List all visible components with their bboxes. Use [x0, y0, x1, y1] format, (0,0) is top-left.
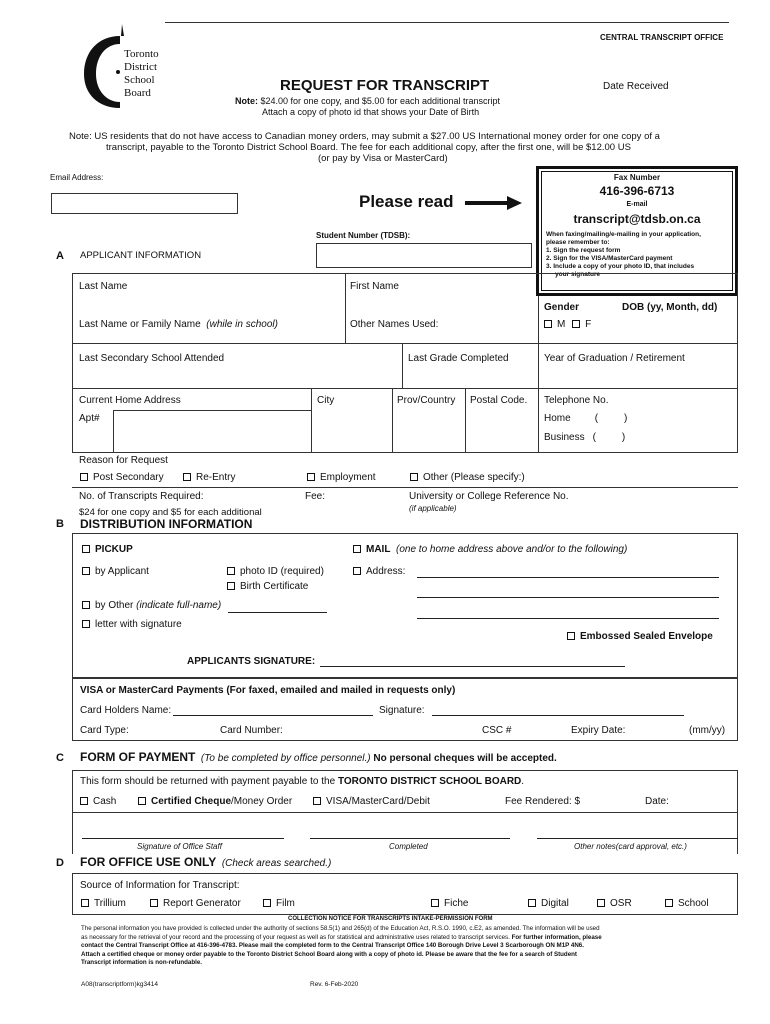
mail-checkbox[interactable]	[353, 545, 361, 553]
post-secondary-text: Post Secondary	[93, 472, 164, 483]
instr-1: 1. Sign the request form	[546, 247, 621, 254]
last-name-label: Last Name	[79, 281, 128, 292]
by-other-note: (indicate full-name)	[136, 600, 222, 611]
divider	[72, 343, 738, 344]
report-gen-checkbox[interactable]	[150, 899, 158, 907]
last-school-label: Last Secondary School Attended	[79, 353, 225, 364]
no-cheques: No personal cheques will be accepted.	[373, 753, 557, 764]
address-label: Current Home Address	[79, 395, 181, 406]
divider	[392, 388, 393, 453]
dob-label: DOB (yy, Month, dd)	[622, 302, 718, 313]
mmyy-label: (mm/yy)	[689, 725, 726, 736]
staff-signature-line[interactable]	[82, 838, 284, 839]
university-label: University or College Reference No.	[409, 491, 569, 502]
address-text: Address:	[366, 566, 406, 577]
osr-checkbox[interactable]	[597, 899, 605, 907]
by-other-checkbox[interactable]	[82, 601, 90, 609]
mail-note: (one to home address above and/or to the following)	[396, 544, 628, 555]
year-grad-label: Year of Graduation / Retirement	[544, 353, 685, 364]
returned-pre: This form should be returned with payment payable to the	[80, 776, 336, 787]
by-applicant-text: by Applicant	[95, 566, 149, 577]
trillium-text: Trillium	[94, 898, 126, 909]
film-checkbox[interactable]	[263, 899, 271, 907]
cash-option[interactable]	[80, 796, 116, 807]
divider	[402, 343, 403, 388]
page-title: REQUEST FOR TRANSCRIPT	[280, 77, 490, 94]
report-gen-text: Report Generator	[163, 898, 241, 909]
apt-label: Apt#	[79, 413, 100, 424]
address-line-3[interactable]	[417, 618, 719, 619]
divider	[737, 813, 738, 854]
employment-text: Employment	[320, 472, 376, 483]
gender-label: Gender	[544, 302, 580, 313]
pickup-text: PICKUP	[95, 544, 133, 555]
office-name: CENTRAL TRANSCRIPT OFFICE	[600, 33, 724, 42]
letter-sig-checkbox[interactable]	[82, 620, 90, 628]
home-text: Home	[544, 413, 571, 424]
footer-text-2: as necessary for the retrieval of your record and the processing of your request as well as for statistical and administrative uses related to transcript services.	[81, 933, 510, 941]
logo-line-2: District	[124, 61, 157, 73]
female-checkbox[interactable]	[572, 320, 580, 328]
by-applicant-option[interactable]	[82, 566, 149, 577]
digital-text: Digital	[541, 898, 569, 909]
divider	[113, 410, 311, 411]
top-rule	[165, 22, 729, 23]
footer-text-2b: For further information, please	[509, 933, 602, 941]
photo-id-text: photo ID (required)	[240, 566, 324, 577]
note-label: Note:	[235, 96, 258, 106]
us-note-line-1: Note: US residents that do not have access to Canadian money orders, may submit a $27.00 US International money order for one copy of a	[69, 131, 660, 142]
mail-text: MAIL	[366, 544, 391, 555]
sig-staff-caption: Signature of Office Staff	[137, 842, 222, 851]
note-line-1: $24.00 for one copy, and $5.00 for each additional transcript	[260, 96, 501, 106]
fee-label: Fee:	[305, 491, 326, 502]
section-d-title: FOR OFFICE USE ONLY	[80, 855, 217, 869]
section-a-title: APPLICANT INFORMATION	[80, 250, 202, 261]
other-checkbox[interactable]	[410, 473, 418, 481]
mail-option[interactable]	[353, 544, 627, 555]
re-entry-checkbox[interactable]	[183, 473, 191, 481]
letter-sig-text: letter with signature	[95, 619, 182, 630]
employment-checkbox[interactable]	[307, 473, 315, 481]
returned-post: .	[521, 776, 525, 787]
address-checkbox[interactable]	[353, 567, 361, 575]
certified-text: Certified Cheque	[151, 796, 232, 807]
signature-label: Signature:	[379, 705, 425, 716]
fax-email: transcript@tdsb.on.ca	[573, 212, 701, 226]
payment-date-label: Date:	[645, 796, 669, 807]
fee-note-a: $24 for one copy and $5 for each additional	[79, 507, 262, 518]
expiry-label: Expiry Date:	[571, 725, 626, 736]
completed-caption: Completed	[389, 842, 428, 851]
last-grade-label: Last Grade Completed	[408, 353, 509, 364]
fee-rendered-label: Fee Rendered: $	[505, 796, 581, 807]
other-text: Other (Please specify:)	[423, 472, 525, 483]
card-number-label: Card Number:	[220, 725, 283, 736]
divider	[311, 388, 312, 453]
certified-option[interactable]	[138, 796, 292, 807]
by-other-text: by Other	[95, 600, 134, 611]
source-label: Source of Information for Transcript:	[80, 880, 240, 891]
section-a-letter: A	[56, 250, 64, 262]
visa-title: VISA or MasterCard Payments (For faxed, emailed and mailed in requests only)	[80, 685, 456, 696]
footer-text-5: Transcript information is non-refundable.	[81, 959, 203, 966]
reason-re-entry[interactable]	[183, 472, 235, 483]
embossed-checkbox[interactable]	[567, 632, 575, 640]
applicant-signature-line[interactable]	[320, 666, 625, 667]
fax-label: Fax Number	[613, 173, 661, 182]
letter-sig-option[interactable]	[82, 619, 182, 630]
re-entry-text: Re-Entry	[196, 472, 236, 483]
returned-text	[80, 776, 524, 787]
fax-email-label: E-mail	[626, 201, 648, 208]
address-line-1[interactable]	[417, 577, 719, 578]
section-c-title: FORM OF PAYMENT	[80, 750, 196, 764]
city-label: City	[317, 395, 335, 406]
cash-text: Cash	[93, 796, 117, 807]
osr-text: OSR	[610, 898, 632, 909]
telephone-label: Telephone No.	[544, 395, 609, 406]
email-label: Email Address:	[50, 173, 104, 182]
please-read: Please read	[359, 192, 454, 211]
male-checkbox[interactable]	[544, 320, 552, 328]
postal-label: Postal Code.	[470, 395, 528, 406]
tdsb-logo	[80, 22, 190, 112]
home-phone-label: Home ( )	[544, 413, 628, 424]
instr-3b: your signature	[555, 271, 601, 278]
pickup-option[interactable]	[82, 544, 133, 555]
student-number-label: Student Number (TDSB):	[316, 231, 411, 240]
birth-cert-checkbox[interactable]	[227, 582, 235, 590]
csc-label: CSC #	[482, 725, 512, 736]
instr-3: 3. Include a copy of your photo ID, that includes	[546, 263, 695, 270]
reason-label: Reason for Request	[79, 455, 168, 466]
note-line-2: Attach a copy of photo id that shows your Date of Birth	[262, 107, 480, 117]
embossed-option[interactable]	[567, 631, 713, 642]
school-option[interactable]	[665, 898, 709, 909]
fee-note	[235, 96, 500, 106]
osr-option[interactable]	[597, 898, 632, 909]
male-label: M	[557, 319, 566, 330]
footer-text-4: Attach a certified cheque or money order payable to the Toronto District School Board along with a copy of photo id. Please be aware that the fee for a search of Student	[81, 950, 577, 958]
logo-line-3: School	[124, 74, 155, 86]
divider	[113, 410, 114, 453]
post-secondary-checkbox[interactable]	[80, 473, 88, 481]
by-other-option[interactable]	[82, 600, 221, 611]
reason-post-secondary[interactable]	[80, 472, 164, 483]
by-applicant-checkbox[interactable]	[82, 567, 90, 575]
money-order-text: /Money Order	[231, 796, 293, 807]
trillium-option[interactable]	[81, 898, 126, 909]
prov-label: Prov/Country	[397, 395, 456, 406]
form-code: A08(transcriptform)kg3414	[81, 981, 158, 988]
certified-checkbox[interactable]	[138, 797, 146, 805]
trillium-checkbox[interactable]	[81, 899, 89, 907]
card-type-label: Card Type:	[80, 725, 129, 736]
visa-checkbox[interactable]	[313, 797, 321, 805]
address-option[interactable]	[353, 566, 405, 577]
collection-notice-text	[81, 925, 602, 968]
card-holder-line[interactable]	[173, 715, 373, 716]
divider	[72, 813, 73, 854]
section-b-title: DISTRIBUTION INFORMATION	[80, 517, 253, 531]
address-line-2[interactable]	[417, 597, 719, 598]
section-d-note: (Check areas searched.)	[221, 858, 332, 869]
divider	[72, 487, 738, 488]
instr-line-1: When faxing/mailing/e-mailing in your application,	[546, 231, 701, 238]
visa-option[interactable]	[313, 796, 430, 807]
other-notes-caption: Other notes(card approval, etc.)	[574, 842, 687, 851]
card-holder-label: Card Holders Name:	[80, 705, 172, 716]
family-name-text: Last Name or Family Name	[79, 319, 201, 330]
film-option[interactable]	[263, 898, 295, 909]
applicant-signature-label: APPLICANTS SIGNATURE:	[187, 656, 316, 667]
us-note-line-3: (or pay by Visa or MasterCard)	[318, 153, 448, 164]
report-gen-option[interactable]	[150, 898, 241, 909]
if-applicable: (if applicable)	[409, 504, 457, 513]
section-c-heading	[80, 750, 557, 764]
divider	[465, 388, 466, 453]
section-c-note: (To be completed by office personnel.)	[200, 753, 371, 764]
photo-id-option[interactable]	[227, 566, 324, 577]
family-name-note: (while in school)	[206, 319, 278, 330]
reason-employment[interactable]	[307, 472, 376, 483]
fax-instructions	[546, 231, 701, 279]
embossed-text: Embossed Sealed Envelope	[580, 631, 713, 642]
film-text: Film	[276, 898, 295, 909]
us-note-line-2: transcript, payable to the Toronto District School Board. The fee for each additional copy, after the first one, will be $12.00 US	[106, 142, 631, 153]
footer-text-3: contact the Central Transcript Office at 416-396-4783. Please mail the completed form to the Central Transcript Office 140 Borough Drive Level 3 Scarborough ON M1P 4N6.	[81, 942, 584, 949]
revision-date: Rev. 6-Feb-2020	[310, 981, 359, 988]
divider	[72, 388, 738, 389]
section-d-letter: D	[56, 857, 64, 869]
footer-text-1: The personal information you have provided is collected under the authority of sections 58.5(1) and 265(d) of the Education Act, R.S.O. 1990, c.E2, as amended. The information will be used	[81, 925, 600, 932]
other-names-label: Other Names Used:	[350, 319, 439, 330]
fiche-text: Fiche	[444, 898, 469, 909]
photo-id-checkbox[interactable]	[227, 567, 235, 575]
logo-line-1: Toronto	[124, 48, 159, 60]
birth-cert-option[interactable]	[227, 581, 308, 592]
logo-text	[124, 48, 159, 100]
first-name-label: First Name	[350, 281, 399, 292]
section-c-letter: C	[56, 752, 64, 764]
school-checkbox[interactable]	[665, 899, 673, 907]
other-notes-line[interactable]	[537, 838, 738, 839]
fax-number: 416-396-6713	[599, 184, 675, 198]
collection-notice-title: COLLECTION NOTICE FOR TRANSCRIPTS INTAKE-PERMISSION FORM	[288, 916, 493, 922]
section-b-letter: B	[56, 518, 64, 530]
by-other-line[interactable]	[228, 612, 327, 613]
num-transcripts-label: No. of Transcripts Required:	[79, 491, 204, 502]
business-text: Business	[544, 432, 585, 443]
gender-options	[544, 319, 591, 330]
instr-2: 2. Sign for the VISA/MasterCard payment	[546, 255, 673, 262]
instr-line-2: please remember to:	[546, 239, 610, 246]
section-d-heading	[80, 855, 331, 869]
birth-cert-text: Birth Certificate	[240, 581, 309, 592]
digital-option[interactable]	[528, 898, 569, 909]
returned-bold: TORONTO DISTRICT SCHOOL BOARD	[337, 776, 522, 787]
divider	[345, 273, 346, 343]
visa-signature-line[interactable]	[432, 715, 684, 716]
fiche-checkbox[interactable]	[431, 899, 439, 907]
email-input[interactable]	[51, 193, 238, 214]
logo-line-4: Board	[124, 87, 151, 99]
completed-line[interactable]	[310, 838, 510, 839]
divider	[538, 296, 539, 453]
reason-other[interactable]	[410, 472, 525, 483]
date-received-label: Date Received	[603, 81, 669, 92]
visa-text: VISA/MasterCard/Debit	[326, 796, 430, 807]
business-phone-label: Business ( )	[544, 432, 626, 443]
cash-checkbox[interactable]	[80, 797, 88, 805]
student-number-input[interactable]	[316, 243, 532, 268]
digital-checkbox[interactable]	[528, 899, 536, 907]
pickup-checkbox[interactable]	[82, 545, 90, 553]
family-name-label	[79, 319, 278, 330]
school-text: School	[678, 898, 709, 909]
arrow-right-icon	[465, 195, 523, 211]
female-label: F	[585, 319, 592, 330]
fiche-option[interactable]	[431, 898, 468, 909]
